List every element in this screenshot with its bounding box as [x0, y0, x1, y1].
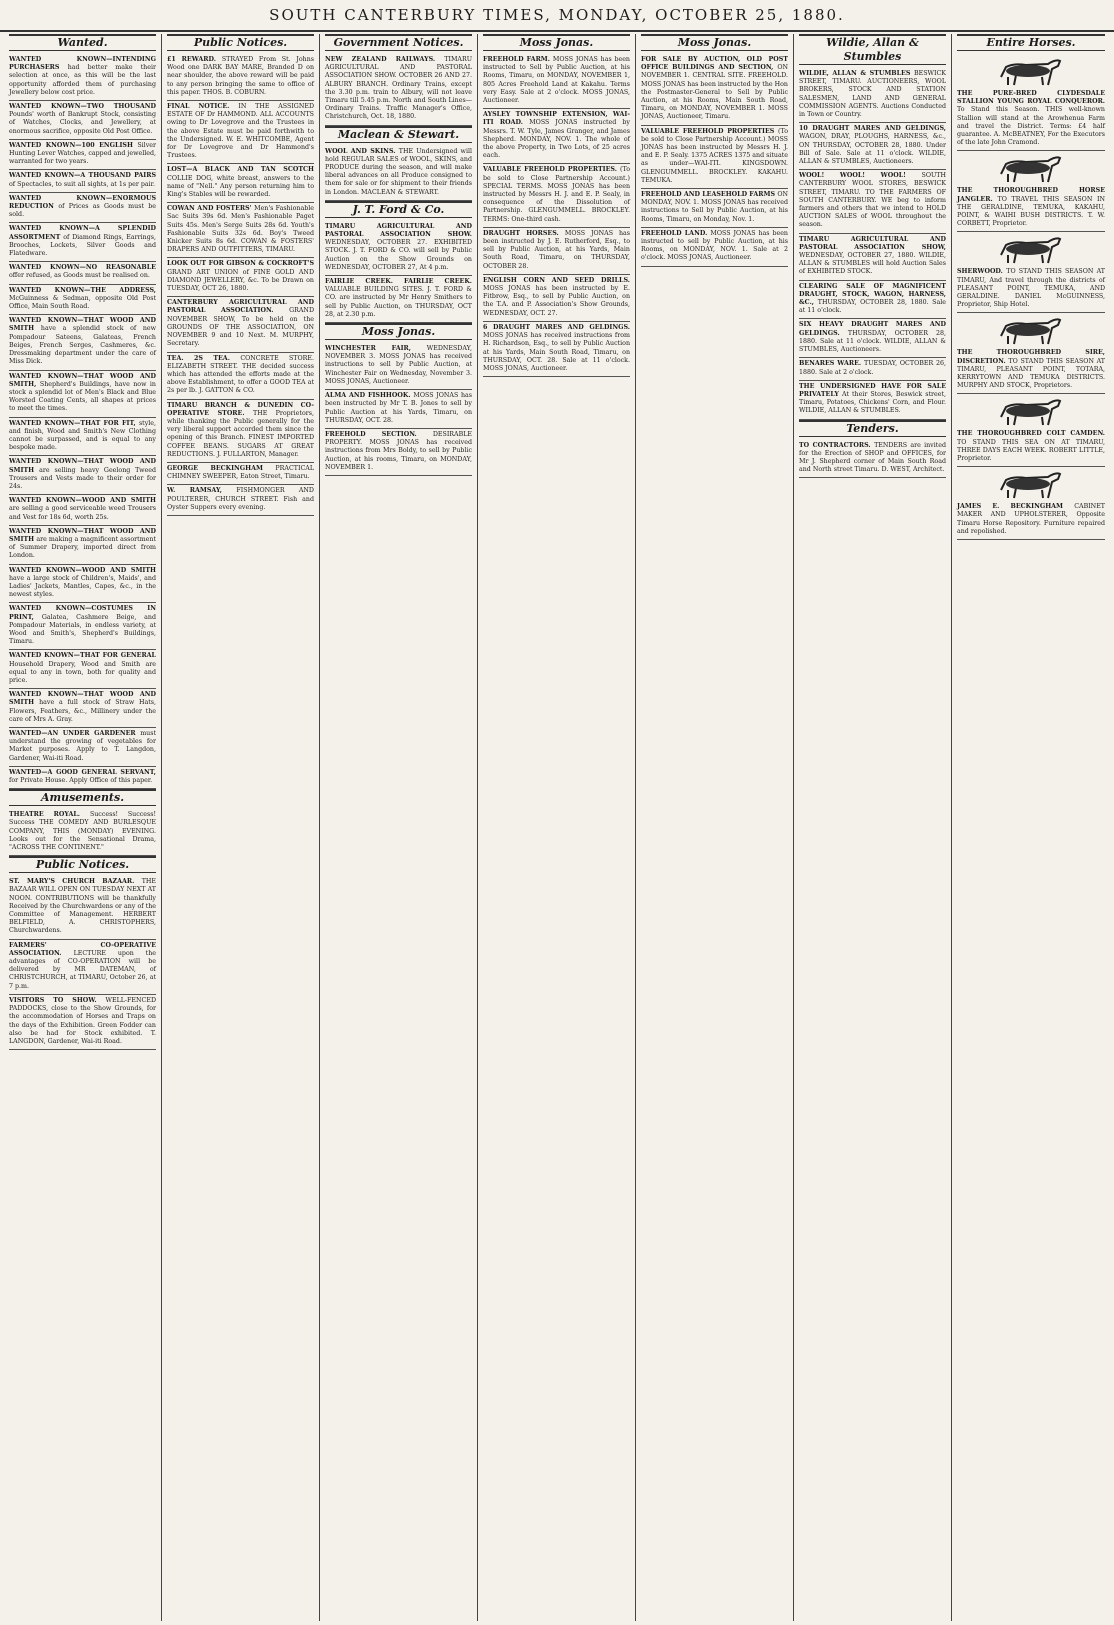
- advertisement: [799, 358, 946, 380]
- ad-title: THE THOROUGHBRED COLT CAMDEN.: [957, 430, 1105, 438]
- advertisement: [325, 390, 472, 429]
- ad-body: TUESDAY, OCTOBER 26, 1880. Sale at 2 o'clock.: [799, 360, 946, 376]
- horse-illustration: [957, 54, 1105, 88]
- section-heading: Government Notices.: [325, 34, 472, 51]
- advertisement: [9, 315, 156, 370]
- ad-title: WOOL! WOOL! WOOL!: [799, 172, 922, 180]
- advertisement: [167, 164, 314, 203]
- ad-body: Shepherd's Buildings, have now in stock a splendid lot of Men's Black and Blue Worsted Coating Cents, all shapes at prices to meet the times.: [9, 380, 156, 413]
- advertisement: [9, 140, 156, 171]
- column-7: [952, 34, 1110, 1621]
- ad-title: WANTED KNOWN—A SPLENDID ASSORTMENT: [9, 225, 156, 241]
- ad-title: WANTED KNOWN—INTENDING PURCHASERS: [9, 56, 156, 72]
- ad-title: SIX HEAVY DRAUGHT MARES AND GELDINGS.: [799, 321, 946, 337]
- ad-title: NEW ZEALAND RAILWAYS.: [325, 56, 445, 63]
- section-heading: Moss Jonas.: [325, 323, 472, 340]
- ad-title: WANTED KNOWN—NO REASONABLE: [9, 264, 156, 272]
- advertisement: [957, 185, 1105, 232]
- ad-body: Success! Success! Success THE COMEDY AND BURLESQUE COMPANY, THIS (MONDAY) EVENING. Looks out for the Sensational Drama, "ACROSS THE CONTINENT.": [9, 811, 156, 852]
- advertisement: [641, 189, 788, 228]
- ad-body: (To be sold to Close Partnership Account.) SPECIAL TERMS. MOSS JONAS has been instructed by Messrs H. J. and E. P. Sealy, in consequence of the Dissolution of Partnership. GLENGUMMELL. BROCKLEY. TERMS: One-third cash.: [483, 166, 630, 223]
- section-heading: Moss Jonas.: [483, 34, 630, 51]
- ad-title: FARMERS' CO-OPERATIVE ASSOCIATION.: [9, 941, 156, 957]
- advertisement: [483, 109, 630, 164]
- advertisement: [9, 940, 156, 995]
- section-heading: J. T. Ford & Co.: [325, 201, 472, 218]
- advertisement: [9, 495, 156, 526]
- ad-title: ALMA AND FISHHOOK.: [325, 392, 414, 400]
- advertisement: [957, 88, 1105, 151]
- ad-title: THE PURE-BRED CLYDESDALE STALLION YOUNG ROYAL CONQUEROR.: [957, 90, 1105, 106]
- ad-title: WANTED KNOWN—THAT WOOD AND SMITH: [9, 458, 156, 474]
- advertisement: [325, 221, 472, 276]
- advertisement: [483, 275, 630, 322]
- advertisement: [325, 146, 472, 201]
- advertisement: [9, 193, 156, 224]
- ad-body: Men's Fashionable Sac Suits 39s 6d. Men's Fashionable Paget Suits 45s. Men's Serge Suits 28s 6d. Youth's Fashionable Suits 32s 6d. Boy's Tweed Knicker Suits 8s 6d. COWAN & FOSTERS' DRAPERS AND OUTFITTERS, TIMARU.: [167, 205, 314, 254]
- advertisement: [9, 418, 156, 457]
- section-heading: Moss Jonas.: [641, 34, 788, 51]
- advertisement: [9, 456, 156, 495]
- section-heading: Tenders.: [799, 420, 946, 437]
- ad-body: MOSS JONAS has been instructed to sell by Public Auction, at his Rooms, on MONDAY, NOV. 1. Sale at 2 o'clock. MOSS JONAS, Auctioneer.: [641, 229, 788, 262]
- ad-title: FREEHOLD FARM.: [483, 56, 553, 63]
- ad-body: MOSS JONAS has been instructed by Mr T. B. Jones to sell by Public Auction at his Yards, Timaru, on THURSDAY, OCT. 28.: [325, 392, 472, 424]
- advertisement: [9, 565, 156, 604]
- advertisement: [9, 650, 156, 689]
- ad-body: At their Stores, Beswick street, Timaru, Potatoes, Chickens' Corn, and Flour. WILDIE, ALLAN & STUMBLES.: [799, 390, 946, 415]
- ad-body: TO STAND THIS SEASON AT TIMARU, And travel through the districts of PLEASANT POINT, TEMUKA, AND GERALDINE. DANIEL McGUINNESS, Proprietor, Ship Hotel.: [957, 268, 1105, 309]
- ad-title: TEA. 2S TEA.: [167, 354, 241, 362]
- ad-body: THURSDAY, OCTOBER 28, 1880. Sale at 11 o'clock. WILDIE, ALLAN & STUMBLES, Auctioneers.: [799, 329, 946, 354]
- advertisement: [799, 319, 946, 358]
- ad-body: McGuinness & Sedman, opposite Old Post Office, Main South Road.: [9, 294, 156, 311]
- ad-body: IN THE ASSIGNED ESTATE OF Dr HAMMOND. ALL ACCOUNTS owing to Dr Lovegrove and the Trustees in the above Estate must be paid forthwith to the Undersigned. W. E. WHITCOMBE, Agent for Dr Lovegrove and Dr Hammond's Trustees.: [167, 103, 314, 160]
- ad-title: 6 DRAUGHT MARES AND GELDINGS.: [483, 323, 630, 331]
- advertisement: [167, 101, 314, 164]
- ad-title: WANTED KNOWN—WOOD AND SMITH: [9, 497, 156, 505]
- ad-title: FREEHOLD SECTION.: [325, 430, 433, 438]
- advertisement: [9, 170, 156, 192]
- ad-title: DRAUGHT HORSES.: [483, 229, 565, 237]
- ad-title: TIMARU AGRICULTURAL AND PASTORAL ASSOCIATION SHOW,: [799, 235, 946, 251]
- ad-title: WANTED—AN UNDER GARDENER: [9, 730, 141, 738]
- ad-body: THE BAZAAR WILL OPEN ON TUESDAY NEXT AT NOON. CONTRIBUTIONS will be thankfully Received by the Churchwardens or any of the Committee of Management. HERBERT BELFIELD, A. CHRISTOPHERS, Churchwardens.: [9, 878, 156, 935]
- ad-body: THE Proprietors, while thanking the Public generally for the very liberal support accorded them since the opening of this Branch. FINEST IMPORTED COFFEE BEANS. SUGARS AT GREAT REDUCTIONS. J. FULLARTON, Manager.: [167, 409, 314, 458]
- ad-title: BENARES WARE.: [799, 360, 865, 368]
- ad-title: TIMARU AGRICULTURAL AND PASTORAL ASSOCIATION SHOW.: [325, 222, 472, 239]
- advertisement: [9, 876, 156, 939]
- ad-body: MOSS JONAS has received instructions from H. Richardson, Esq., to sell by Public Auction at his Yards, Main South Road, Timaru, on THURSDAY, OCT. 28. Sale at 11 o'clock. MOSS JONAS, Auctioneer.: [483, 332, 630, 372]
- ad-body: ON NOVEMBER 1. CENTRAL SITE. FREEHOLD. MOSS JONAS has been instructed by the Hon the Postmaster-General to Sell by Public Auction, at his Rooms, Main South Road, Timaru, on MONDAY, NOVEMBER 1. MOSS JONAS, Auctioneer, Timaru.: [641, 64, 788, 121]
- advertisement: [957, 266, 1105, 313]
- advertisement: [641, 126, 788, 189]
- advertisement: [167, 54, 314, 101]
- ad-body: To Stand this Season. THIS well-known Stallion will stand at the Arowhenua Farm and travel the District. Terms: £4 half guarantee. A. McBEATNEY, For the Executors of the late John Cramond.: [957, 106, 1105, 147]
- advertisement: [167, 485, 314, 516]
- ad-body: TIMARU AGRICULTURAL AND PASTORAL ASSOCIATION SHOW. OCTOBER 26 AND 27. ALBURY BRANCH. Ordinary Trains, except the 3.30 p.m. train to Albury, will not leave Timaru till 5.45 p.m. North and South Lines—Ordinary Trains. Traffic Manager's Office, Christchurch, Oct. 18, 1880.: [325, 56, 472, 121]
- ad-title: WANTED KNOWN—COSTUMES IN PRINT,: [9, 605, 156, 621]
- ad-body: (To be sold to Close Partnership Account.) MOSS JONAS has been instructed by Messrs H. J. and E. P. Sealy. 1375 ACRES 1375 and situate as under—WAI-ITI. KINGSDOWN. GLENGUMMELL. BROCKLEY. KAKAHU. TEMUKA.: [641, 127, 788, 184]
- ad-body: THE Undersigned will hold REGULAR SALES of WOOL, SKINS, and PRODUCE during the season, and will make liberal advances on all Produce consigned to them for sale or for shipment to their friends in London. MACLEAN & STEWART.: [325, 147, 472, 196]
- advertisement: [957, 501, 1105, 540]
- ad-title: WANTED KNOWN—THAT WOOD AND SMITH,: [9, 372, 156, 388]
- ad-body: offer refused, as Goods must be realised on.: [9, 272, 150, 280]
- ad-body: THURSDAY, OCTOBER 28, 1880. Sale at 11 o'clock.: [799, 299, 946, 315]
- ad-body: have a large stock of Children's, Maids', and Ladies' Jackets, Mantles, Capes, &c., in the newest styles.: [9, 574, 156, 599]
- ad-title: THE UNDERSIGNED HAVE FOR SALE PRIVATELY: [799, 382, 946, 398]
- section-heading: Public Notices.: [167, 34, 314, 51]
- advertisement: [9, 809, 156, 856]
- advertisement: [9, 689, 156, 728]
- ad-title: FREEHOLD LAND.: [641, 229, 711, 237]
- ad-title: THEATRE ROYAL.: [9, 811, 90, 819]
- section-heading: Amusements.: [9, 789, 156, 806]
- advertisement: [325, 276, 472, 323]
- ad-title: FOR SALE BY AUCTION, OLD POST OFFICE BUILDINGS AND SECTION,: [641, 56, 788, 72]
- ad-body: ON MONDAY, NOV. 1. MOSS JONAS has received instructions to Sell by Public Auction, at his Rooms, Timaru, on Monday, Nov. 1.: [641, 191, 788, 223]
- advertisement: [799, 170, 946, 233]
- section-heading: Maclean & Stewart.: [325, 126, 472, 143]
- ad-title: WANTED KNOWN—WOOD AND SMITH: [9, 566, 156, 574]
- advertisement: [483, 164, 630, 227]
- ad-body: are selling a good serviceable weed Trousers and Vest for 18s 6d, worth 25s.: [9, 505, 156, 521]
- advertisement: [483, 54, 630, 109]
- advertisement: [799, 68, 946, 123]
- ad-body: PRACTICAL CHIMNEY SWEEPER, Eaton Street, Timaru.: [167, 464, 314, 481]
- ad-title: 10 DRAUGHT MARES AND GELDINGS,: [799, 125, 946, 133]
- advertisement: [167, 297, 314, 352]
- ad-body: COLLIE DOG, white breast, answers to the name of "Nell." Any person returning him to King's Stables will be rewarded.: [167, 174, 314, 199]
- ad-title: WILDIE, ALLAN & STUMBLES: [799, 70, 914, 77]
- horse-illustration: [957, 467, 1105, 501]
- section-heading: Wanted.: [9, 34, 156, 51]
- section-heading: Wildie, Allan & Stumbles: [799, 34, 946, 65]
- horse-illustration: [957, 313, 1105, 347]
- ad-body: TO STAND THIS SEA ON AT TIMARU, THREE DAYS EACH WEEK. ROBERT LITTLE, Proprietor.: [957, 438, 1105, 463]
- ad-body: MOSS JONAS instructed by Messrs. T. W. Tyle, James Granger, and James Shepherd. MONDAY, NOV. 1. The whole of the above Property, in Two Lots, of 25 acres each.: [483, 119, 630, 160]
- ad-body: of Spectacles, to suit all sights, at 1s per pair.: [9, 180, 155, 188]
- advertisement: [799, 440, 946, 479]
- ad-title: FAIRLIE CREEK. FAIRLIE CREEK.: [325, 278, 472, 286]
- ad-title: WANTED KNOWN—THAT WOOD AND SMITH: [9, 527, 156, 543]
- advertisement: [9, 371, 156, 418]
- ad-body: CONCRETE STORE. ELIZABETH STREET. THE decided success which has attended the efforts made at the above Establishment, to offer a GOOD TEA at 2s per lb. J. GATTON & CO.: [167, 354, 314, 395]
- ad-body: WEDNESDAY, OCTOBER 27, 1880. WILDIE, ALLAN & STUMBLES will hold Auction Sales of EXHIBITED STOCK.: [799, 252, 946, 276]
- ad-body: TENDERS are invited for the Erection of SHOP and OFFICES, for Mr J. Shepherd corner of Main South Road and North street Timaru. D. WEST, Architect.: [799, 441, 946, 474]
- advertisement: [9, 767, 156, 789]
- column-1: [4, 34, 162, 1621]
- column-6: [794, 34, 952, 1621]
- ad-title: WANTED KNOWN—ENORMOUS REDUCTION: [9, 194, 156, 211]
- ad-title: GEORGE BECKINGHAM: [167, 464, 276, 472]
- advertisement: [9, 728, 156, 767]
- advertisement: [799, 381, 946, 420]
- ad-title: WANTED KNOWN—A THOUSAND PAIRS: [9, 172, 156, 180]
- ad-body: CABINET MAKER AND UPHOLSTERER, Opposite Timaru Horse Repository. Furniture repaired and repolished.: [957, 503, 1105, 535]
- advertisement: [641, 228, 788, 267]
- ad-title: TIMARU BRANCH & DUNEDIN CO-OPERATIVE STORE.: [167, 401, 314, 417]
- horse-illustration: [957, 232, 1105, 266]
- advertisement: [9, 526, 156, 565]
- ad-body: Silver Hunting Lever Watches, capped and jewelled, warranted for two years.: [9, 141, 156, 166]
- ad-body: must understand the growing of vegetables for Market purposes. Apply to T. Langdon, Gardener, Wai-iti Road.: [9, 730, 156, 762]
- ad-title: CANTERBURY AGRICULTURAL AND PASTORAL ASSOCIATION.: [167, 299, 314, 315]
- ad-body: have a splendid stock of new Pompadour Sateens, Galateas, French Beiges, French Serges, Cashmeres, &c. Dressmaking department under the care of Miss Dick.: [9, 325, 156, 366]
- ad-body: had better make their selection at once, as this will be the last opportunity afforded them of purchasing Jewellery below cost price.: [9, 64, 156, 96]
- ad-title: WANTED KNOWN—TWO THOUSAND: [9, 103, 156, 111]
- advertisement: [167, 400, 314, 463]
- ad-title: SHERWOOD.: [957, 268, 1007, 276]
- advertisement: [9, 603, 156, 650]
- ad-title: TO CONTRACTORS.: [799, 441, 875, 449]
- ad-title: FINAL NOTICE.: [167, 103, 239, 111]
- advertisement: [167, 353, 314, 400]
- ad-body: GRAND ART UNION of FINE GOLD AND DIAMOND JEWELLERY, &c. To be Drawn on TUESDAY, OCT 26, 1880.: [167, 268, 314, 293]
- horse-illustration: [957, 151, 1105, 185]
- ad-body: TO TRAVEL THIS SEASON IN THE GERALDINE, TEMUKA, KAKAHU, POINT, & WAIHI BUSH DISTRICTS. T. W. CORBETT, Proprietor.: [957, 195, 1105, 228]
- ad-title: AYSLEY TOWNSHIP EXTENSION, WAI-ITI ROAD.: [483, 111, 630, 127]
- ad-body: of Diamond Rings, Earrings, Brooches, Lockets, Silver Goods and Flatedware.: [9, 233, 156, 258]
- column-4: [478, 34, 636, 1621]
- ad-title: JAMES E. BECKINGHAM: [957, 503, 1075, 511]
- ad-title: FREEHOLD AND LEASEHOLD FARMS: [641, 191, 778, 199]
- advertisement: [483, 228, 630, 275]
- column-5: [636, 34, 794, 1621]
- ad-title: CLEARING SALE OF MAGNIFICENT DRAUGHT, STOCK, WAGON, HARNESS, &C.,: [799, 282, 946, 307]
- ad-title: WANTED—A GOOD GENERAL SERVANT,: [9, 768, 156, 776]
- ad-title: WANTED KNOWN—THAT FOR FIT,: [9, 419, 139, 427]
- ad-title: WANTED KNOWN—THE ADDRESS,: [9, 286, 156, 294]
- advertisement: [325, 54, 472, 126]
- ad-body: of Prices as Goods must be sold.: [9, 203, 157, 219]
- ad-body: Pounds' worth of Bankrupt Stock, consisting of Watches, Clocks, and Jewellery, at enormous sacrifice, opposite Old Post Office.: [9, 111, 156, 135]
- ad-title: VALUABLE FREEHOLD PROPERTIES.: [483, 166, 621, 174]
- section-heading: Public Notices.: [9, 856, 156, 873]
- ad-body: FISHMONGER AND POULTERER, CHURCH STREET. Fish and Oyster Suppers every evening.: [167, 487, 314, 511]
- ad-title: WOOL AND SKINS.: [325, 147, 399, 155]
- masthead: SOUTH CANTERBURY TIMES, MONDAY, OCTOBER 25, 1880.: [0, 0, 1114, 32]
- ad-body: WEDNESDAY, OCTOBER 27. EXHIBITED STOCK. J. T. FORD & CO. will sell by Public Auction on the Show Grounds on WEDNESDAY, OCTOBER 27, At 4 p.m.: [325, 239, 472, 271]
- ad-body: GRAND NOVEMBER SHOW, To be held on the GROUNDS OF THE ASSOCIATION, ON NOVEMBER 9 and 10 Next. M. MURPHY, Secretary.: [167, 307, 314, 348]
- ad-title: LOST—A BLACK AND TAN SCOTCH: [167, 166, 314, 174]
- ad-body: MOSS JONAS has been instructed to Sell by Public Auction, at his Rooms, Timaru, on MONDAY, NOVEMBER 1, 805 Acres Freehold Land at Kakahu. Terms very Easy. Sale at 2 o'clock. MOSS JONAS, Auctioneer.: [483, 56, 630, 105]
- advertisement: [9, 262, 156, 284]
- ad-title: ENGLISH CORN AND SEED DRILLS.: [483, 276, 630, 284]
- advertisement: [957, 347, 1105, 394]
- advertisement: [483, 322, 630, 377]
- advertisement: [9, 54, 156, 101]
- ad-title: VALUABLE FREEHOLD PROPERTIES: [641, 127, 779, 135]
- ad-body: WAGON, DRAY, PLOUGHS, HARNESS, &c., ON THURSDAY, OCTOBER 28, 1880. Under Bill of Sale. Sale at 11 o'clock. WILDIE, ALLAN & STUMBLES, Auctioneers.: [799, 133, 946, 166]
- advertisement: [641, 54, 788, 126]
- advertisement: [957, 428, 1105, 467]
- ad-title: ST. MARY'S CHURCH BAZAAR.: [9, 878, 142, 886]
- ad-title: VISITORS TO SHOW.: [9, 996, 106, 1004]
- ad-body: Household Drapery, Wood and Smith are equal to any in town, both for quality and price.: [9, 660, 156, 684]
- ad-body: TO STAND THIS SEASON AT TIMARU, PLEASANT POINT, TOTARA, KERRYTOWN AND TEMUKA DISTRICTS. MURPHY AND STOCK, Proprietors.: [957, 357, 1105, 390]
- ad-body: MOSS JONAS has been instructed by J. E. Rutherford, Esq., to sell by Public Auction, at his Yards, Main South Road, Timaru, on THURSDAY, OCTOBER 28.: [483, 229, 631, 270]
- columns-container: [4, 34, 1110, 1621]
- ad-body: VALUABLE BUILDING SITES. J. T. FORD & CO. are instructed by Mr Henry Smithers to sell by Public Auction, on THURSDAY, OCT 28, at 2.30 p.m.: [325, 286, 472, 318]
- advertisement: [9, 223, 156, 262]
- ad-body: WELL-FENCED PADDOCKS, close to the Show Grounds, for the accommodation of Horses and Traps on the days of the Exhibition. Green Fodder can also be had for Stock exhibited. T. LANGDON, Gardener, Wai-iti Road.: [9, 996, 156, 1045]
- advertisement: [9, 995, 156, 1050]
- ad-body: STRAYED From St. Johns Wood one DARK BAY MARE, Branded D on near shoulder, the above reward will be paid to any person bringing the same to office of this paper. THOS. B. COBURN.: [167, 56, 314, 96]
- ad-body: for Private House. Apply Office of this paper.: [9, 777, 153, 785]
- ad-body: DESIRABLE PROPERTY. MOSS JONAS has received instructions from Mrs Boldy, to sell by Public Auction, at his rooms, Timaru, on MONDAY, NOVEMBER 1.: [325, 430, 472, 471]
- ad-body: MOSS JONAS has been instructed by E. Fitbrow, Esq., to sell by Public Auction, on the T.A. and P. Association's Show Grounds, WEDNESDAY, OCT. 27.: [483, 285, 630, 317]
- ad-body: BESWICK STREET, TIMARU. AUCTIONEERS, WOOL BROKERS, STOCK AND STATION SALESMEN, LAND AND GENERAL COMMISSION AGENTS. Auctions Conducted in Town or Country.: [799, 70, 946, 119]
- column-2: [162, 34, 320, 1621]
- ad-title: WANTED KNOWN—THAT WOOD AND SMITH: [9, 317, 156, 333]
- ad-title: WANTED KNOWN—THAT FOR GENERAL: [9, 652, 156, 660]
- ad-title: WANTED KNOWN—100 ENGLISH: [9, 141, 138, 149]
- ad-title: £1 REWARD.: [167, 56, 222, 63]
- column-3: [320, 34, 478, 1621]
- advertisement: [167, 463, 314, 485]
- ad-body: style, and finish, Wood and Smith's New Clothing cannot be surpassed, and is equal to any bespoke made.: [9, 419, 156, 452]
- advertisement: [799, 123, 946, 170]
- advertisement: [325, 343, 472, 390]
- ad-body: are selling heavy Geelong Tweed Trousers and Vests made to their order for 24s.: [9, 466, 156, 490]
- advertisement: [9, 285, 156, 316]
- advertisement: [799, 234, 946, 281]
- ad-title: COWAN AND FOSTERS': [167, 205, 255, 213]
- ad-body: WEDNESDAY, NOVEMBER 3. MOSS JONAS has received instructions to sell by Public Auction, at Winchester Fair on Wednesday, November 3. MOSS JONAS, Auctioneer.: [325, 345, 472, 385]
- ad-title: THE THOROUGHBRED HORSE JANGLER.: [957, 187, 1105, 203]
- ad-title: W. RAMSAY,: [167, 487, 237, 495]
- advertisement: [9, 101, 156, 140]
- section-heading: Entire Horses.: [957, 34, 1105, 51]
- ad-body: have a full stock of Straw Hats, Flowers, Feathers, &c., Millinery under the care of Mrs A. Gray.: [9, 699, 157, 723]
- horse-illustration: [957, 394, 1105, 428]
- advertisement: [799, 281, 946, 320]
- advertisement: [325, 429, 472, 476]
- ad-title: WINCHESTER FAIR,: [325, 345, 427, 353]
- ad-body: LECTURE upon the advantages of CO-OPERATION will be delivered by MR DATEMAN, of CHRISTCHURCH, at TIMARU, October 26, at 7 p.m.: [9, 949, 156, 990]
- advertisement: [167, 258, 314, 297]
- ad-body: Galatea, Cashmere Beige, and Pompadour Materials, in endless variety, at Wood and Smith's, Shepherd's Buildings, Timaru.: [9, 613, 156, 646]
- ad-title: THE THOROUGHBRED SIRE, DISCRETION.: [957, 349, 1105, 365]
- ad-title: LOOK OUT FOR GIBSON & COCKROFT'S: [167, 260, 314, 268]
- advertisement: [167, 203, 314, 258]
- ad-body: SOUTH CANTERBURY WOOL STORES, BESWICK STREET, TIMARU. TO THE FARMERS OF SOUTH CANTERBURY. WE beg to inform farmers and others that we intend to HOLD AUCTION SALES of WOOL throughout the season.: [799, 172, 946, 229]
- ad-body: are making a magnificent assortment of Summer Drapery, imported direct from London.: [9, 535, 156, 560]
- ad-title: WANTED KNOWN—THAT WOOD AND SMITH: [9, 691, 156, 707]
